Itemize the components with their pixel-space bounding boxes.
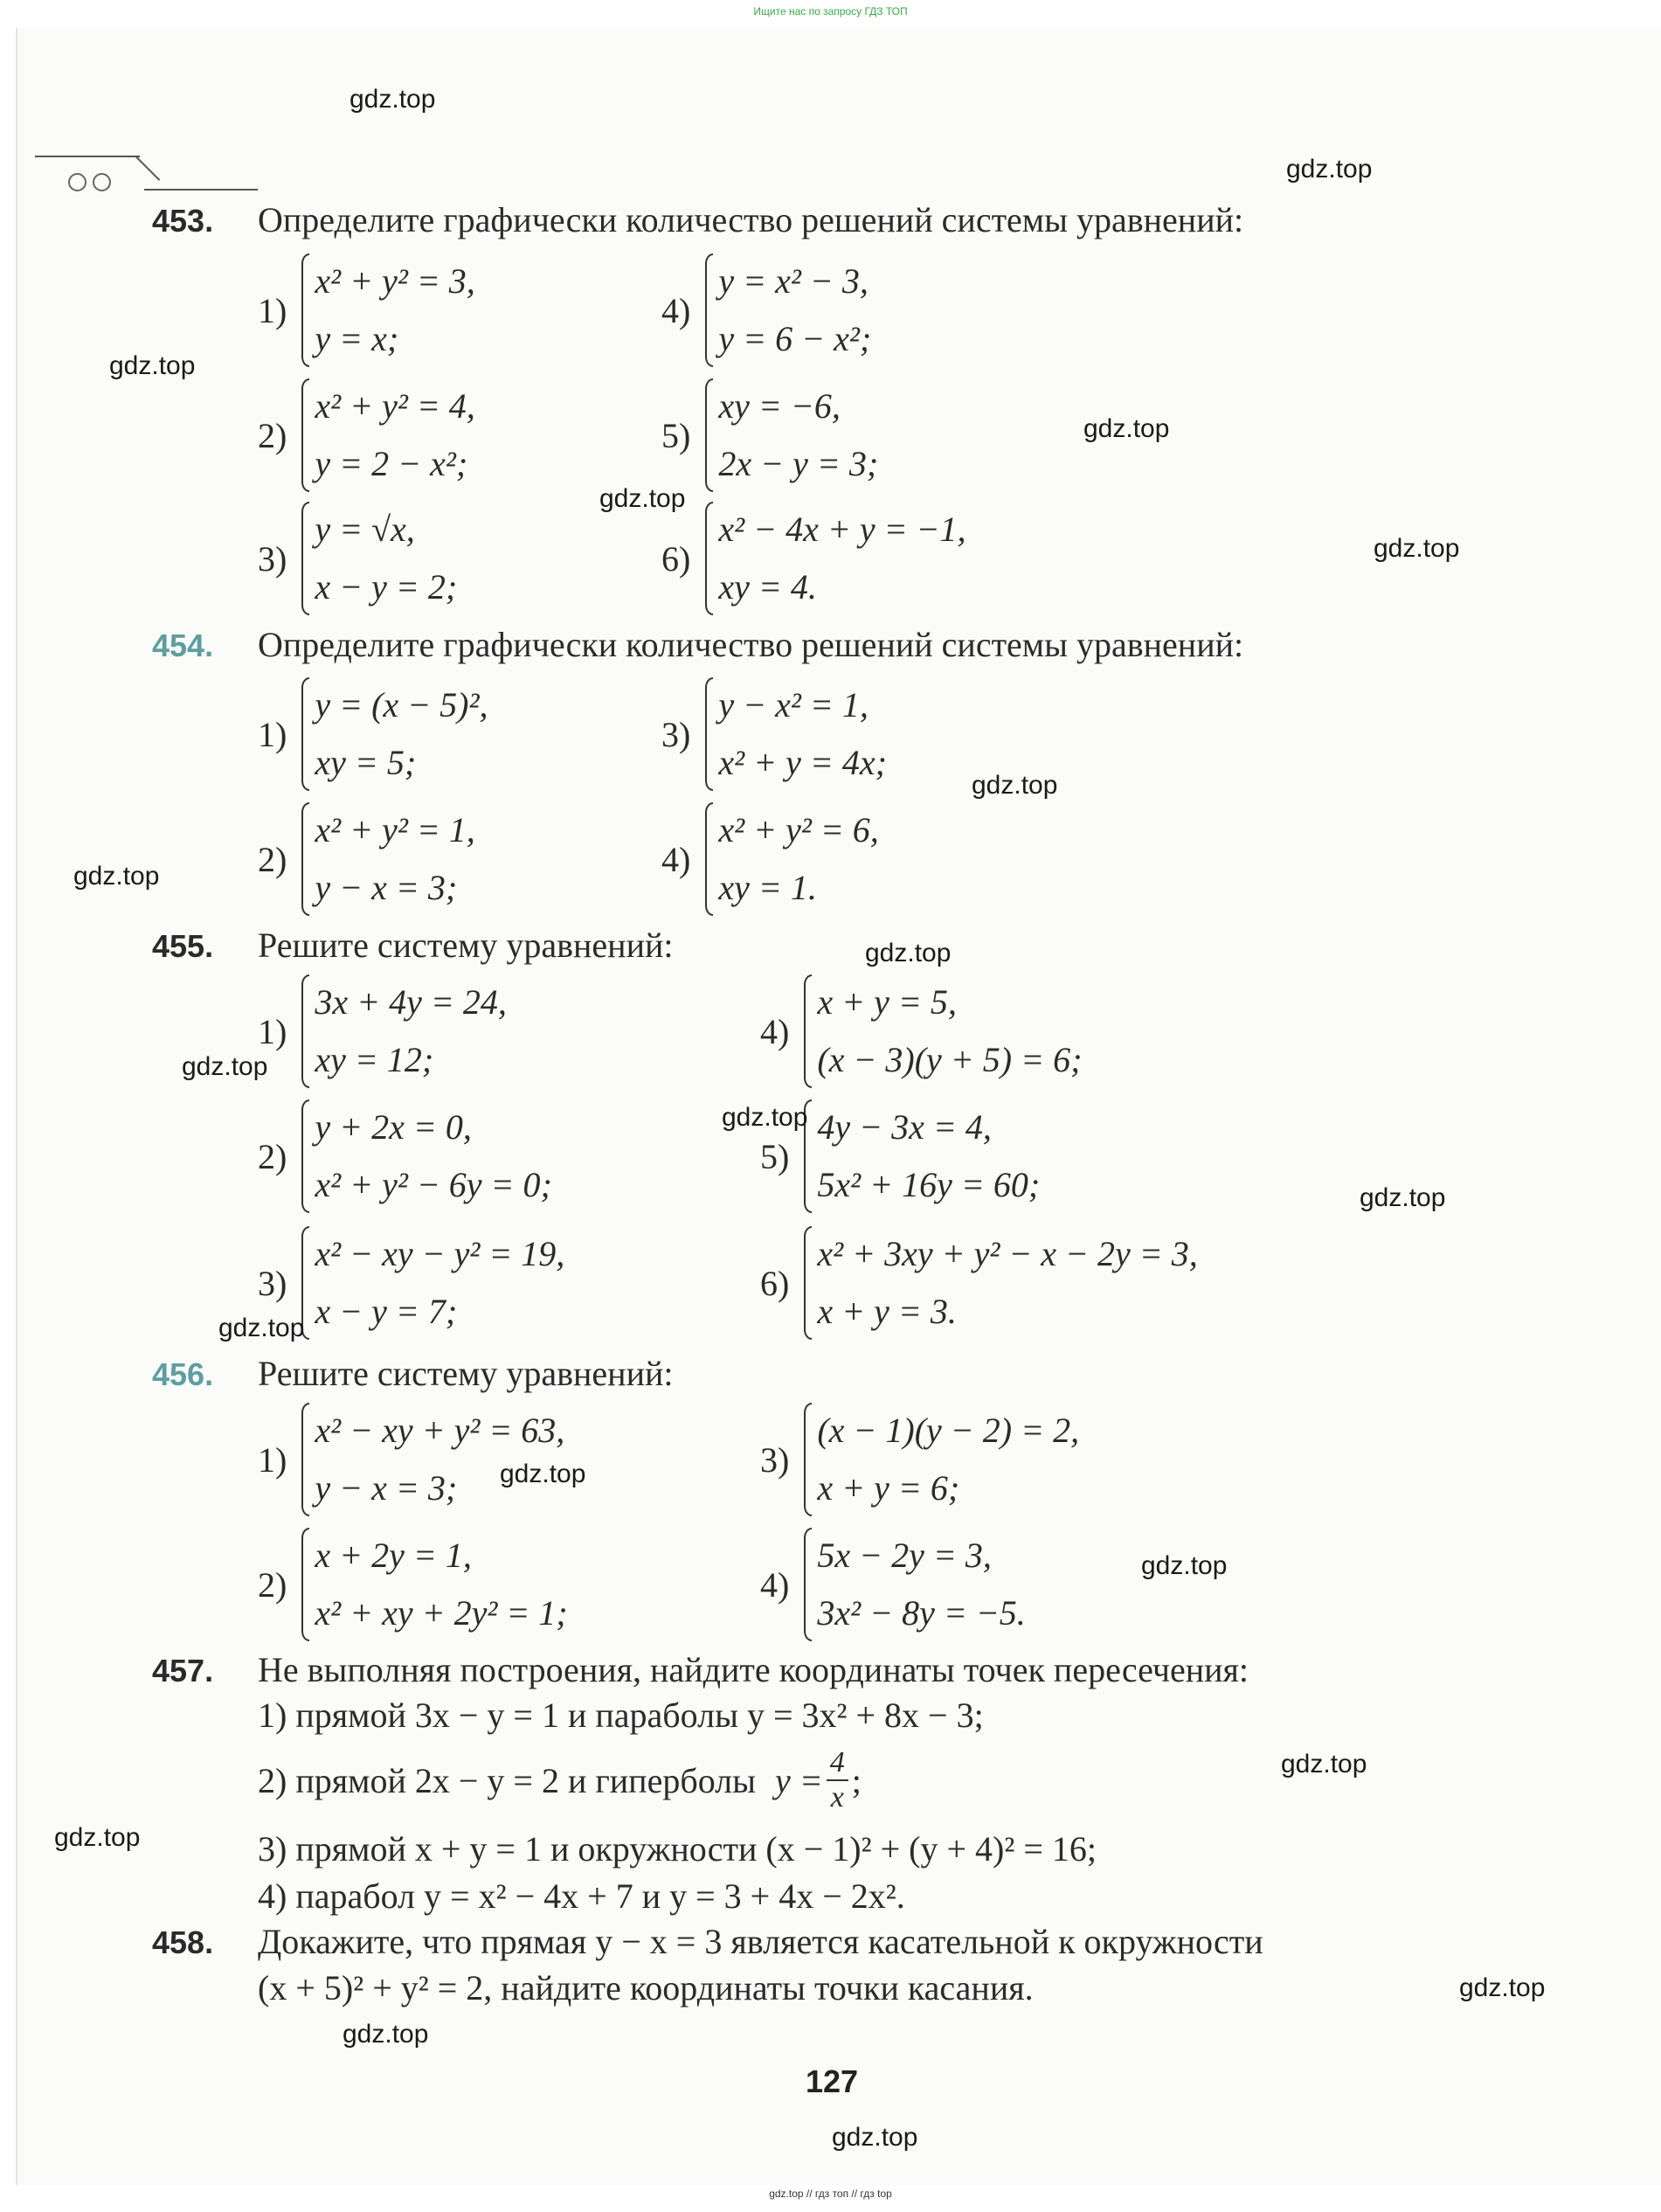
equation: x + y = 3. <box>817 1292 957 1331</box>
equation: x² + y² = 6, <box>718 810 879 849</box>
fraction-denominator: x <box>830 1781 844 1813</box>
item-label: 2) <box>258 839 287 879</box>
equation: y = 2 − x²; <box>315 444 468 483</box>
watermark: gdz.top <box>832 2123 918 2152</box>
watermark: gdz.top <box>1141 1551 1228 1580</box>
brace-icon <box>798 1403 812 1516</box>
item-label: 1) <box>258 1011 287 1051</box>
watermark: gdz.top <box>73 862 160 891</box>
watermark: gdz.top <box>1286 155 1373 184</box>
fraction <box>827 1748 848 1813</box>
equation: (x − 1)(y − 2) = 2, <box>817 1411 1080 1450</box>
item-label: 2) <box>258 415 287 455</box>
brace-icon <box>699 253 713 367</box>
equation: 2x − y = 3; <box>718 444 879 483</box>
item-label: 1) <box>258 290 287 330</box>
problem-457-number: 457. <box>152 1653 214 1688</box>
problem-456-number: 456. <box>152 1356 214 1392</box>
watermark: gdz.top <box>972 771 1058 800</box>
brace-icon <box>295 502 309 615</box>
item-label: 5) <box>760 1136 790 1176</box>
watermark: gdz.top <box>218 1314 305 1342</box>
equation: x² + xy + 2y² = 1; <box>315 1593 568 1633</box>
brace-icon <box>699 502 713 615</box>
watermark: gdz.top <box>1459 1973 1546 2002</box>
problem-456-item-3 <box>760 1403 1079 1516</box>
item-label: 1) <box>258 714 287 754</box>
equation: y = x; <box>315 319 399 358</box>
problem-457-item-4: 4) парабол y = x² − 4x + 7 и y = 3 + 4x − 2x². <box>258 1876 905 1916</box>
item-label: 2) <box>258 1564 287 1605</box>
page-number: 127 <box>806 2063 859 2099</box>
item-label: 4) <box>661 290 691 330</box>
brace-icon <box>798 974 812 1088</box>
watermark: gdz.top <box>599 484 686 513</box>
equation: 3x + 4y = 24, <box>315 982 507 1022</box>
problem-454-statement: Определите графически количество решений системы уравнений: <box>258 625 1244 664</box>
watermark: gdz.top <box>343 2020 429 2049</box>
problem-455-item-4 <box>760 974 1082 1088</box>
brace-icon <box>699 677 713 791</box>
problem-453-item-3 <box>258 502 457 615</box>
brace-icon <box>295 974 309 1088</box>
watermark: gdz.top <box>1360 1183 1446 1212</box>
brace-icon <box>798 1528 812 1641</box>
item-text: 2) прямой 2x − y = 2 и гиперболы <box>258 1760 756 1800</box>
equation: x + y = 6; <box>817 1468 960 1508</box>
item-label: 6) <box>760 1263 790 1303</box>
watermark: gdz.top <box>350 85 436 114</box>
equation: y = √x, <box>315 510 415 549</box>
item-label: 3) <box>760 1439 790 1480</box>
equation: x² + y² = 4, <box>315 386 475 426</box>
item-label: 6) <box>661 538 691 579</box>
problem-453-item-6 <box>661 502 966 615</box>
item-label: 5) <box>661 415 691 455</box>
problem-455-item-1 <box>258 974 507 1088</box>
problem-454-item-4 <box>661 802 879 916</box>
brace-icon <box>295 1099 309 1213</box>
header-banner[interactable]: Ищите нас по запросу ГДЗ ТОП <box>753 5 908 17</box>
problem-454-number: 454. <box>152 628 214 663</box>
watermark: gdz.top <box>54 1823 141 1852</box>
item-label: 3) <box>258 538 287 579</box>
problem-455-statement: Решите систему уравнений: <box>258 926 674 965</box>
watermark: gdz.top <box>109 351 196 380</box>
item-label: 3) <box>258 1263 287 1303</box>
watermark: gdz.top <box>1374 534 1460 563</box>
header-rule-right <box>144 189 258 191</box>
equation: y = 6 − x²; <box>718 319 872 358</box>
watermark: gdz.top <box>500 1460 586 1488</box>
equation: (x − 3)(y + 5) = 6; <box>817 1040 1083 1079</box>
equation: 4y − 3x = 4, <box>817 1107 992 1147</box>
equation: y − x = 3; <box>315 1468 458 1508</box>
item-label: 4) <box>661 839 691 879</box>
problem-458-line-1: Докажите, что прямая y − x = 3 является касательной к окружности <box>258 1922 1263 1961</box>
item-label: 4) <box>760 1564 790 1605</box>
watermark: gdz.top <box>1281 1750 1367 1779</box>
problem-453-item-2 <box>258 378 475 492</box>
equation: x + y = 5, <box>817 982 957 1022</box>
brace-icon <box>295 1403 309 1516</box>
footer-banner[interactable]: gdz.top // гдз топ // гдз top <box>769 2188 892 2200</box>
brace-icon <box>295 802 309 916</box>
brace-icon <box>798 1226 812 1340</box>
equation: x − y = 2; <box>315 567 458 607</box>
header-circle-1 <box>68 173 87 191</box>
brace-icon <box>699 802 713 916</box>
equation: x² + y² − 6y = 0; <box>315 1165 552 1204</box>
equation: x² − xy + y² = 63, <box>315 1411 565 1450</box>
problem-457-item-2 <box>258 1748 862 1813</box>
item-label: 3) <box>661 714 691 754</box>
header-circle-2 <box>93 173 111 191</box>
problem-456-item-2 <box>258 1528 568 1641</box>
problem-456-item-4 <box>760 1528 1026 1641</box>
equation: 5x² + 16y = 60; <box>817 1165 1041 1204</box>
item-rhs: y = <box>775 1760 823 1800</box>
equation: x² + y² = 1, <box>315 810 475 849</box>
fraction-numerator: 4 <box>827 1748 848 1781</box>
equation: y = x² − 3, <box>718 261 869 301</box>
equation: xy = 4. <box>718 567 817 607</box>
watermark: gdz.top <box>1083 414 1170 443</box>
problem-458-number: 458. <box>152 1924 214 1960</box>
problem-456-statement: Решите систему уравнений: <box>258 1354 674 1393</box>
equation: x² − xy − y² = 19, <box>315 1234 565 1273</box>
problem-453-item-5 <box>661 378 878 492</box>
problem-455-item-2 <box>258 1099 552 1213</box>
equation: x − y = 7; <box>315 1292 458 1331</box>
equation: 3x² − 8y = −5. <box>817 1593 1026 1633</box>
watermark: gdz.top <box>182 1052 268 1081</box>
equation: xy = 1. <box>718 868 817 907</box>
equation: y − x = 3; <box>315 868 458 907</box>
problem-457-statement: Не выполняя построения, найдите координаты точек пересечения: <box>258 1650 1249 1689</box>
brace-icon <box>295 677 309 791</box>
equation: y − x² = 1, <box>718 685 869 725</box>
brace-icon <box>699 378 713 492</box>
problem-455-item-6 <box>760 1226 1198 1340</box>
problem-453-item-4 <box>661 253 871 367</box>
problem-453-statement: Определите графически количество решений системы уравнений: <box>258 200 1244 239</box>
equation: x² − 4x + y = −1, <box>718 510 966 549</box>
watermark: gdz.top <box>722 1103 808 1132</box>
item-suffix: ; <box>851 1760 862 1800</box>
equation: x² + y² = 3, <box>315 261 475 301</box>
equation: x² + 3xy + y² − x − 2y = 3, <box>817 1234 1198 1273</box>
equation: x + 2y = 1, <box>315 1536 472 1575</box>
problem-454-item-1 <box>258 677 488 791</box>
problem-453-item-1 <box>258 253 475 367</box>
problem-454-item-3 <box>661 677 887 791</box>
equation: xy = 12; <box>315 1040 434 1079</box>
problem-457-item-1: 1) прямой 3x − y = 1 и параболы y = 3x² + 8x − 3; <box>258 1695 984 1735</box>
equation: y + 2x = 0, <box>315 1107 472 1147</box>
header-rule-left <box>35 156 140 157</box>
brace-icon <box>295 378 309 492</box>
problem-455-number: 455. <box>152 928 214 964</box>
equation: y = (x − 5)², <box>315 685 488 725</box>
brace-icon <box>295 1528 309 1641</box>
watermark: gdz.top <box>865 939 952 967</box>
equation: xy = 5; <box>315 743 417 782</box>
problem-457-item-3: 3) прямой x + y = 1 и окружности (x − 1)² + (y + 4)² = 16; <box>258 1829 1097 1869</box>
equation: 5x − 2y = 3, <box>817 1536 992 1575</box>
item-label: 2) <box>258 1136 287 1176</box>
item-label: 1) <box>258 1439 287 1480</box>
problem-453-number: 453. <box>152 203 214 239</box>
brace-icon <box>295 253 309 367</box>
item-label: 4) <box>760 1011 790 1051</box>
problem-454-item-2 <box>258 802 475 916</box>
equation: x² + y = 4x; <box>718 743 887 782</box>
equation: xy = −6, <box>718 386 841 426</box>
problem-458-line-2: (x + 5)² + y² = 2, найдите координаты точки касания. <box>258 1968 1034 2007</box>
